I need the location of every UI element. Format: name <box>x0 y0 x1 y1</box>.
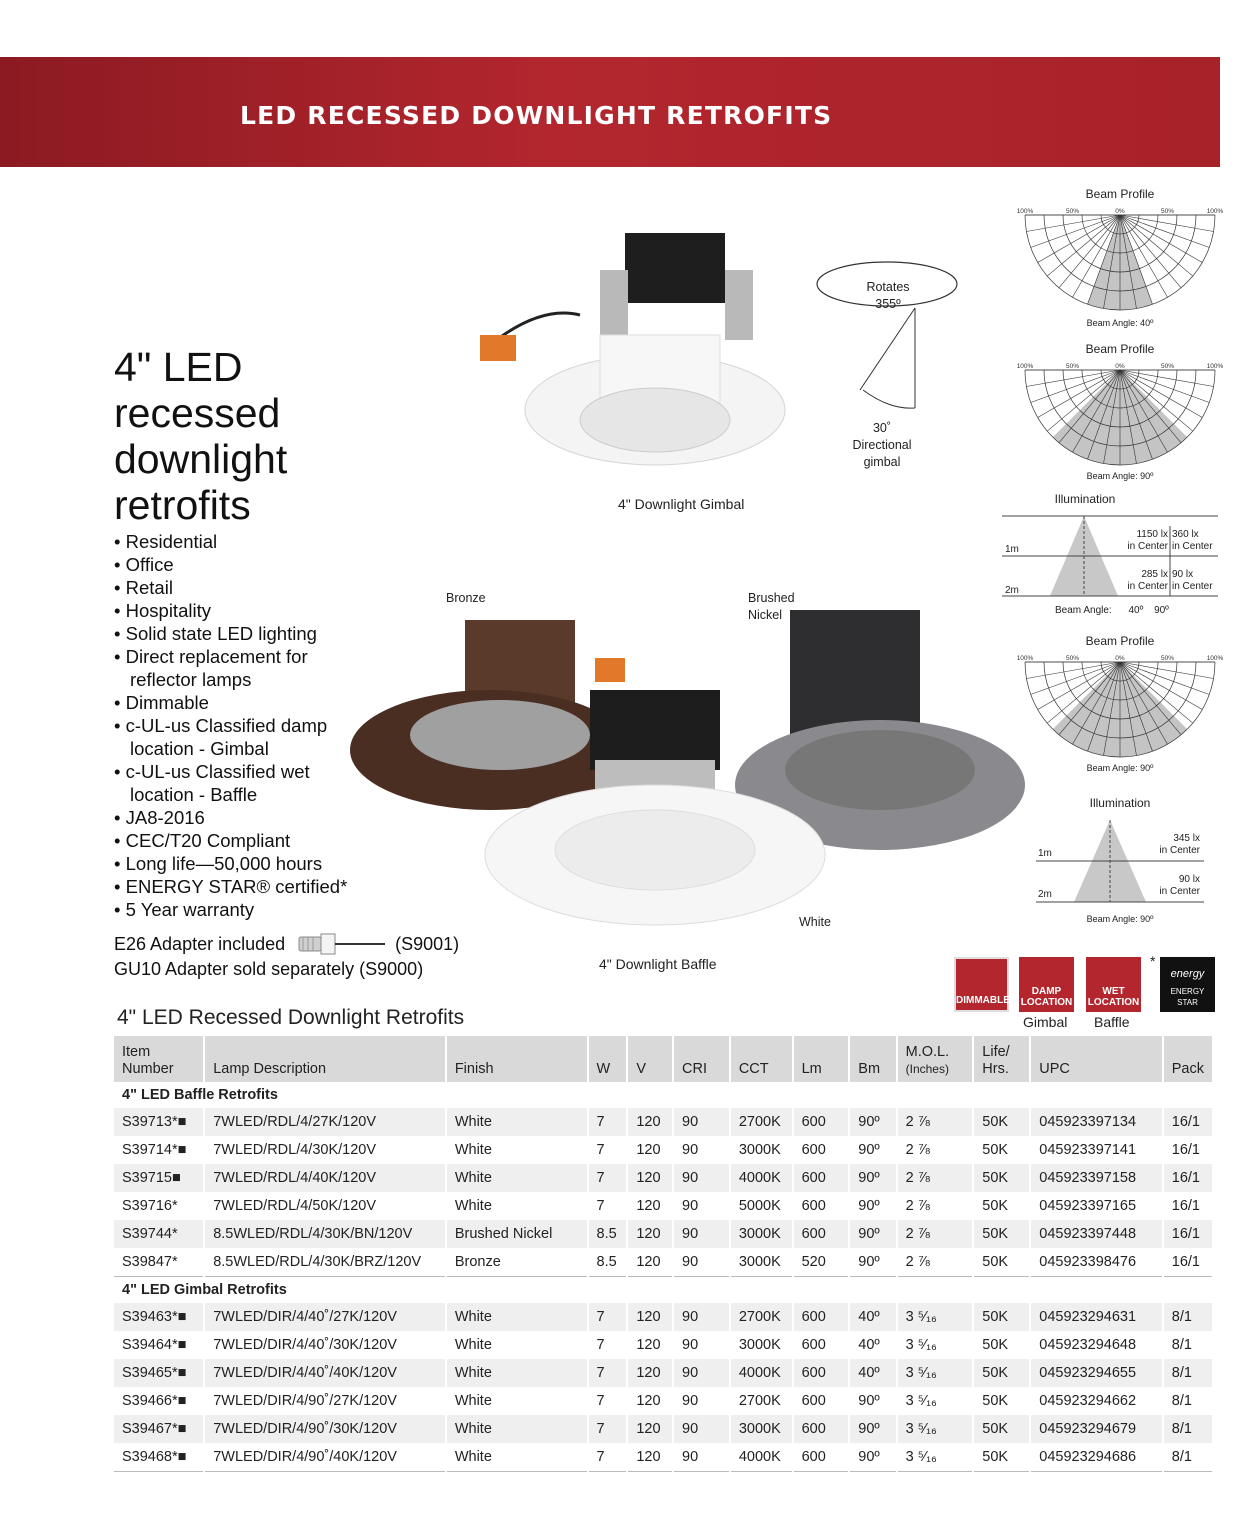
table-cell: 045923397448 <box>1030 1220 1163 1248</box>
beam-profile-90-diagram <box>1016 652 1224 764</box>
illumination-title: Illumination <box>1054 492 1116 506</box>
table-row <box>114 1192 1212 1220</box>
table-row <box>114 1303 1212 1331</box>
table-cell: S39714*■ <box>114 1136 204 1164</box>
table-row <box>114 1220 1212 1248</box>
table-cell: 3000K <box>730 1331 793 1359</box>
scale-label: 50% <box>1160 208 1175 215</box>
table-cell: 8.5 <box>588 1220 628 1248</box>
table-cell: 3000K <box>730 1248 793 1277</box>
table-cell: 7WLED/DIR/4/90˚/27K/120V <box>204 1387 446 1415</box>
table-cell: 120 <box>627 1443 673 1472</box>
banner-title: LED RECESSED DOWNLIGHT RETROFITS <box>240 101 833 130</box>
illum-distance-2m: 2m <box>1005 585 1019 596</box>
beam-profile-foot: Beam Angle: 90º <box>1086 763 1154 773</box>
table-cell: 50K <box>973 1192 1030 1220</box>
scale-label: 0% <box>1115 363 1125 370</box>
table-cell: White <box>446 1331 588 1359</box>
feature-item: • c-UL-us Classified wet <box>114 760 347 783</box>
table-cell: 7WLED/DIR/4/40˚/30K/120V <box>204 1331 446 1359</box>
table-cell: 600 <box>793 1387 850 1415</box>
table-cell: S39467*■ <box>114 1415 204 1443</box>
table-cell: 90 <box>673 1303 730 1331</box>
table-cell: 2 ⅞ <box>897 1136 974 1164</box>
table-cell: 2 ⅞ <box>897 1192 974 1220</box>
table-cell: S39465*■ <box>114 1359 204 1387</box>
table-cell: 8/1 <box>1163 1415 1212 1443</box>
feature-item: • Dimmable <box>114 691 347 714</box>
table-cell: 8/1 <box>1171 1337 1192 1353</box>
table-cell: 3 ⁵⁄₁₆ <box>897 1387 974 1415</box>
table-cell: 120 <box>627 1136 673 1164</box>
scale-label: 50% <box>1065 655 1080 662</box>
table-cell: 90 <box>673 1192 730 1220</box>
table-cell: 16/1 <box>1171 1142 1200 1158</box>
gimbal-downlight-image <box>470 225 850 490</box>
table-cell: 90 <box>673 1136 730 1164</box>
table-cell: 50K <box>973 1164 1030 1192</box>
table-cell: 3 ⁵⁄₁₆ <box>897 1415 974 1443</box>
beam-profile-90-diagram <box>1016 360 1224 472</box>
table-header-row <box>114 1036 1212 1082</box>
table-cell: 7WLED/DIR/4/40˚/27K/120V <box>204 1303 446 1331</box>
scale-label: 100% <box>1016 208 1034 215</box>
table-cell: White <box>446 1108 588 1136</box>
feature-item: • Solid state LED lighting <box>114 622 347 645</box>
feature-item: • Long life—50,000 hours <box>114 852 347 875</box>
table-cell: 120 <box>627 1415 673 1443</box>
table-row <box>114 1331 1212 1359</box>
table-cell: S39464*■ <box>114 1331 204 1359</box>
table-cell: 40º <box>849 1331 896 1359</box>
feature-item: • JA8-2016 <box>114 806 347 829</box>
col-finish: Finish <box>446 1036 588 1082</box>
table-section-row <box>114 1277 1212 1304</box>
table-cell: 600 <box>793 1192 850 1220</box>
col-cri: CRI <box>673 1036 730 1082</box>
table-cell: 90º <box>849 1136 896 1164</box>
table-cell: 120 <box>627 1303 673 1331</box>
scale-label: 100% <box>1016 655 1034 662</box>
table-cell: 16/1 <box>1163 1164 1212 1192</box>
table-cell: 600 <box>793 1108 850 1136</box>
scale-label: 0% <box>1115 655 1125 662</box>
illum-foot: Beam Angle: 90º <box>1086 914 1154 924</box>
table-cell: 16/1 <box>1163 1248 1212 1277</box>
table-cell: 520 <box>793 1248 850 1277</box>
table-cell: 90º <box>849 1192 896 1220</box>
table-cell: 7 <box>588 1443 628 1472</box>
illum-foot: Beam Angle: 40º 90º <box>1055 605 1169 616</box>
baffle-badge-label: Baffle <box>1094 1014 1130 1030</box>
scale-label: 100% <box>1206 655 1224 662</box>
table-row <box>114 1164 1212 1192</box>
table-cell: 600 <box>793 1359 850 1387</box>
beam-profile-foot: Beam Angle: 40º <box>1086 318 1154 328</box>
table-cell: 045923397165 <box>1030 1192 1163 1220</box>
table-cell: 90º <box>849 1248 896 1277</box>
table-cell: 50K <box>973 1443 1030 1472</box>
table-cell: 90º <box>849 1443 896 1472</box>
table-cell: 3 ⁵⁄₁₆ <box>897 1359 974 1387</box>
feature-item: • 5 Year warranty <box>114 898 347 921</box>
col-volts: V <box>627 1036 673 1082</box>
table-cell: 16/1 <box>1163 1220 1212 1248</box>
table-cell: 90 <box>673 1248 730 1277</box>
table-row <box>114 1108 1212 1136</box>
feature-list <box>114 530 347 921</box>
table-section-row <box>114 1082 1212 1108</box>
table-cell: 7 <box>588 1387 628 1415</box>
title-line: downlight <box>114 436 288 482</box>
table-cell: 7 <box>588 1108 628 1136</box>
table-cell: 50K <box>973 1331 1030 1359</box>
table-cell: Brushed Nickel <box>446 1220 588 1248</box>
feature-item: • Office <box>114 553 347 576</box>
feature-item: • Hospitality <box>114 599 347 622</box>
gimbal-caption: 4" Downlight Gimbal <box>618 496 745 512</box>
table-cell: White <box>446 1164 588 1192</box>
table-cell: S39716* <box>114 1192 204 1220</box>
table-cell: 120 <box>627 1192 673 1220</box>
table-cell: 600 <box>793 1303 850 1331</box>
product-table <box>114 1036 1212 1472</box>
table-cell: S39466*■ <box>114 1387 204 1415</box>
table-cell: 2 ⅞ <box>897 1248 974 1277</box>
table-row <box>114 1415 1212 1443</box>
table-row <box>114 1359 1212 1387</box>
brushed-nickel-label: Brushed Nickel <box>748 591 795 622</box>
table-cell: 2700K <box>730 1387 793 1415</box>
col-beam: Bm <box>849 1036 896 1082</box>
table-cell: 600 <box>793 1443 850 1472</box>
illum-distance-2m: 2m <box>1038 889 1052 900</box>
illum-distance-1m: 1m <box>1038 848 1052 859</box>
illumination-title: Illumination <box>1089 796 1151 810</box>
table-cell: 8.5 <box>588 1248 628 1277</box>
table-cell: 50K <box>973 1136 1030 1164</box>
beam-profile-title: Beam Profile <box>1085 634 1155 648</box>
col-watts: W <box>588 1036 628 1082</box>
scale-label: 0% <box>1115 208 1125 215</box>
illum-value: 1150 lx in Center <box>1127 529 1168 552</box>
table-cell: 2 ⅞ <box>897 1164 974 1192</box>
table-cell: 50K <box>973 1387 1030 1415</box>
white-label: White <box>799 915 831 929</box>
col-item-number: Item Number <box>114 1036 204 1082</box>
table-cell: White <box>446 1387 588 1415</box>
table-cell: 7WLED/DIR/4/40˚/40K/120V <box>204 1359 446 1387</box>
table-cell: 50K <box>973 1248 1030 1277</box>
table-cell: 50K <box>973 1415 1030 1443</box>
beam-profile-foot: Beam Angle: 90º <box>1086 471 1154 481</box>
table-cell: 045923294686 <box>1030 1443 1163 1472</box>
table-cell: 4000K <box>730 1443 793 1472</box>
table-cell: 3000K <box>730 1415 793 1443</box>
bronze-label: Bronze <box>446 591 486 605</box>
table-row <box>114 1248 1212 1277</box>
feature-item-continuation: reflector lamps <box>130 669 252 690</box>
scale-label: 50% <box>1160 655 1175 662</box>
beam-profile-title: Beam Profile <box>1085 187 1155 201</box>
table-cell: S39744* <box>114 1220 204 1248</box>
tilt-label: 30˚ Directional gimbal <box>852 421 912 469</box>
feature-item: • Direct replacement for <box>114 645 347 668</box>
table-cell: White <box>446 1359 588 1387</box>
scale-label: 50% <box>1065 208 1080 215</box>
table-cell: 8/1 <box>1163 1359 1212 1387</box>
table-cell: 120 <box>627 1108 673 1136</box>
table-cell: White <box>446 1136 588 1164</box>
table-cell: 90 <box>673 1387 730 1415</box>
table-cell: White <box>446 1303 588 1331</box>
feature-item: • Retail <box>114 576 347 599</box>
table-cell: 045923397158 <box>1030 1164 1163 1192</box>
table-cell: 2 ⅞ <box>897 1108 974 1136</box>
table-cell: 90 <box>673 1415 730 1443</box>
table-cell: 90º <box>849 1108 896 1136</box>
page-title <box>114 344 287 528</box>
table-cell: 90 <box>673 1164 730 1192</box>
table-cell: 7WLED/RDL/4/50K/120V <box>204 1192 446 1220</box>
table-cell: 7 <box>588 1164 628 1192</box>
baffle-downlights-image <box>350 600 1030 955</box>
table-cell: 90 <box>673 1108 730 1136</box>
table-cell: White <box>446 1443 588 1472</box>
table-cell: 90 <box>673 1359 730 1387</box>
col-lumens: Lm <box>793 1036 850 1082</box>
table-cell: 600 <box>793 1164 850 1192</box>
table-title: 4" LED Recessed Downlight Retrofits <box>117 1006 465 1029</box>
table-cell: 045923294648 <box>1030 1331 1163 1359</box>
table-cell: 8.5WLED/RDL/4/30K/BN/120V <box>204 1220 446 1248</box>
feature-item-continuation: location - Gimbal <box>130 738 269 759</box>
table-cell: 045923398476 <box>1030 1248 1163 1277</box>
table-cell: 40º <box>849 1303 896 1331</box>
feature-item-continuation: location - Baffle <box>130 784 258 805</box>
table-cell: 120 <box>627 1387 673 1415</box>
table-cell: 90 <box>673 1220 730 1248</box>
section-title: 4" LED Baffle Retrofits <box>114 1082 1212 1108</box>
table-cell: 50K <box>973 1108 1030 1136</box>
table-cell: 7 <box>588 1331 628 1359</box>
table-cell: 4000K <box>730 1359 793 1387</box>
gu10-adapter-label: GU10 Adapter sold separately (S9000) <box>114 959 424 979</box>
table-cell: S39847* <box>114 1248 204 1277</box>
table-cell: 045923397134 <box>1030 1108 1163 1136</box>
table-cell: 7WLED/DIR/4/90˚/40K/120V <box>204 1443 446 1472</box>
e26-adapter-label: E26 Adapter included <box>114 933 286 954</box>
table-cell: 7WLED/RDL/4/40K/120V <box>204 1164 446 1192</box>
table-cell: 045923294662 <box>1030 1387 1163 1415</box>
dimmable-badge: DIMMABLE <box>954 957 1009 1012</box>
section-title: 4" LED Gimbal Retrofits <box>114 1277 1212 1304</box>
table-cell: S39468*■ <box>114 1443 204 1472</box>
table-cell: 045923294655 <box>1030 1359 1163 1387</box>
col-mol: M.O.L. (Inches) <box>897 1036 974 1082</box>
table-cell: 16/1 <box>1171 1198 1200 1214</box>
table-cell: 3000K <box>730 1136 793 1164</box>
table-cell: 3 ⁵⁄₁₆ <box>897 1303 974 1331</box>
illum-value: 90 lx in Center <box>1159 874 1200 897</box>
table-cell: 16/1 <box>1163 1108 1212 1136</box>
table-cell: 2700K <box>730 1108 793 1136</box>
table-cell: 3 ⁵⁄₁₆ <box>897 1331 974 1359</box>
table-cell: 3000K <box>730 1220 793 1248</box>
table-cell: 7 <box>588 1136 628 1164</box>
table-row <box>114 1443 1212 1472</box>
table-cell: 90º <box>849 1164 896 1192</box>
col-cct: CCT <box>730 1036 793 1082</box>
feature-item: • Residential <box>114 530 347 553</box>
table-cell: 90º <box>849 1387 896 1415</box>
table-cell: Bronze <box>446 1248 588 1277</box>
col-description: Lamp Description <box>204 1036 446 1082</box>
illum-value: 345 lx in Center <box>1159 833 1200 856</box>
rotates-label: Rotates 355º <box>866 280 910 311</box>
table-cell: 7WLED/RDL/4/27K/120V <box>204 1108 446 1136</box>
table-cell: S39715■ <box>114 1164 204 1192</box>
table-cell: 7 <box>588 1303 628 1331</box>
table-cell: 8/1 <box>1163 1303 1212 1331</box>
table-cell: 045923294679 <box>1030 1415 1163 1443</box>
table-cell: S39713*■ <box>114 1108 204 1136</box>
illum-value: 360 lx in Center <box>1172 529 1213 552</box>
table-cell: 2 ⅞ <box>897 1220 974 1248</box>
scale-label: 100% <box>1206 363 1224 370</box>
feature-item: • ENERGY STAR® certified* <box>114 875 347 898</box>
table-cell: 90 <box>673 1443 730 1472</box>
table-cell: 120 <box>627 1220 673 1248</box>
table-cell: 90º <box>849 1415 896 1443</box>
table-cell: 7 <box>588 1192 628 1220</box>
baffle-caption: 4" Downlight Baffle <box>599 956 717 972</box>
table-cell: 8/1 <box>1163 1443 1212 1472</box>
scale-label: 100% <box>1016 363 1034 370</box>
table-cell: 120 <box>627 1359 673 1387</box>
e26-adapter-code: (S9001) <box>395 933 460 954</box>
illum-value: 285 lx in Center <box>1127 569 1168 592</box>
table-cell: 7 <box>588 1359 628 1387</box>
table-cell: 600 <box>793 1415 850 1443</box>
table-cell: 8.5WLED/RDL/4/30K/BRZ/120V <box>204 1248 446 1277</box>
illum-value: 90 lx in Center <box>1172 569 1213 592</box>
table-cell: White <box>446 1415 588 1443</box>
feature-item: • c-UL-us Classified damp <box>114 714 347 737</box>
scale-label: 50% <box>1065 363 1080 370</box>
table-cell: White <box>446 1192 588 1220</box>
table-cell: 8/1 <box>1171 1393 1192 1409</box>
table-cell: 120 <box>627 1248 673 1277</box>
table-cell: 045923397141 <box>1030 1136 1163 1164</box>
gimbal-badge-label: Gimbal <box>1023 1014 1068 1030</box>
title-line: recessed <box>114 390 281 436</box>
col-life: Life/ Hrs. <box>973 1036 1030 1082</box>
table-cell: 7 <box>588 1415 628 1443</box>
table-cell: 50K <box>973 1220 1030 1248</box>
title-line: 4" LED <box>114 344 243 390</box>
table-cell: 3 ⁵⁄₁₆ <box>897 1443 974 1472</box>
table-cell: 045923294631 <box>1030 1303 1163 1331</box>
table-row <box>114 1387 1212 1415</box>
table-cell: 120 <box>627 1164 673 1192</box>
wet-location-badge: WET LOCATION <box>1086 957 1141 1012</box>
table-cell: 120 <box>627 1331 673 1359</box>
energy-star-badge: energy ENERGY STAR <box>1160 957 1215 1012</box>
table-cell: 600 <box>793 1136 850 1164</box>
damp-location-badge: DAMP LOCATION <box>1019 957 1074 1012</box>
table-cell: 40º <box>849 1359 896 1387</box>
scale-label: 100% <box>1206 208 1224 215</box>
table-cell: 50K <box>973 1359 1030 1387</box>
title-line: retrofits <box>114 482 251 528</box>
table-cell: 7WLED/RDL/4/30K/120V <box>204 1136 446 1164</box>
feature-item: • CEC/T20 Compliant <box>114 829 347 852</box>
beam-profile-40-diagram <box>1016 205 1224 317</box>
header-banner <box>0 57 1220 167</box>
illum-distance-1m: 1m <box>1005 544 1019 555</box>
table-cell: S39463*■ <box>114 1303 204 1331</box>
table-row <box>114 1136 1212 1164</box>
table-cell: 5000K <box>730 1192 793 1220</box>
scale-label: 50% <box>1160 363 1175 370</box>
beam-profile-title: Beam Profile <box>1085 342 1155 356</box>
table-cell: 50K <box>973 1303 1030 1331</box>
table-cell: 4000K <box>730 1164 793 1192</box>
table-cell: 7WLED/DIR/4/90˚/30K/120V <box>204 1415 446 1443</box>
table-cell: 90 <box>673 1331 730 1359</box>
col-upc: UPC <box>1030 1036 1163 1082</box>
table-cell: 600 <box>793 1220 850 1248</box>
col-pack: Pack <box>1163 1036 1212 1082</box>
table-cell: 600 <box>793 1331 850 1359</box>
energy-star-asterisk: * <box>1150 953 1156 969</box>
table-cell: 2700K <box>730 1303 793 1331</box>
table-cell: 90º <box>849 1220 896 1248</box>
